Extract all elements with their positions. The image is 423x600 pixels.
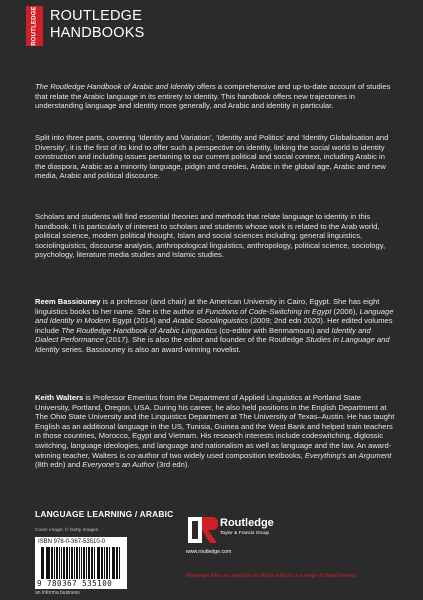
- bio-title: Language and Identity in Modern: [35, 306, 394, 326]
- bio-title: Studies in Language and Identity: [35, 335, 390, 354]
- bio-text: series. Bassiouney is also an award-winning novelist.: [59, 344, 241, 354]
- bio-text: (2017). She is also the editor and founder of the Routledge: [103, 335, 306, 345]
- barcode-bar: [52, 547, 53, 579]
- barcode-bar: [92, 547, 93, 579]
- series-header: [0, 0, 423, 64]
- bio-text: (2009; 2nd edn 2020). Her edited volumes include: [35, 316, 393, 335]
- subject-category: LANGUAGE LEARNING / ARABIC: [35, 509, 174, 519]
- bio-title: Arabic Sociolinguistics: [172, 316, 249, 326]
- bio-title: Everything’s an Argument: [304, 450, 392, 460]
- author-name: Keith Walters: [35, 393, 84, 402]
- informa-tagline: an informa business: [35, 590, 80, 596]
- isbn-label: ISBN 978-0-367-53510-0: [38, 539, 106, 545]
- bio-title: Identity and Dialect Performance: [35, 325, 371, 345]
- bio-text: (2006),: [331, 306, 360, 316]
- barcode-bar: [109, 547, 110, 579]
- isbn-barcode: [35, 537, 127, 589]
- bio-title: Functions of Code-Switching in Egypt: [205, 306, 332, 316]
- barcode-bars: [41, 547, 121, 579]
- routledge-logo: [26, 6, 43, 46]
- author-bio-walters: [35, 393, 395, 470]
- cover-credit: Cover image: © Getty Images: [35, 528, 99, 533]
- bio-title: Everyone’s an Author: [82, 460, 155, 470]
- publisher-url[interactable]: www.routledge.com: [186, 549, 232, 555]
- description-text: Scholars and students will find essential theories and methods that relate language to identity in this handbook. It is particularly of interest to scholars and students whose work is related to the Arab world, political science, modern political thought, Islam and social sciences including: general linguistics, sociolinguistics, discourse analysis, anthropological linguistics, anthropology, political science, sociology, psychology, literature media studies and Islamic studies.: [35, 212, 386, 260]
- barcode-bar: [99, 547, 100, 579]
- description-text: Split into three parts, covering ‘Identity and Variation’, ‘Identity and Politics’ and ‘Identity Globalisation and Diversity’, it is the first of its kind to offer such a perspective on identity, linking the social world to identity construction and including issues pertaining to our current political and social context, including Arabic in the diaspora, Arabic as a minority language, pidgin and creoles, Arabic in the global age, Arabic and new media, Arabic and political discourse.: [35, 133, 389, 181]
- barcode-bar: [117, 547, 118, 579]
- series-name-line1: ROUTLEDGE: [50, 8, 143, 24]
- barcode-bar: [102, 547, 103, 579]
- series-name-line2: HANDBOOKS: [50, 25, 145, 41]
- barcode-digits: 9 780367 535100: [37, 579, 113, 588]
- bio-text: Egypt (2014) and: [110, 316, 173, 326]
- logo-text: ROUTLEDGE: [31, 6, 38, 46]
- description-paragraph-3: [35, 212, 395, 260]
- barcode-bar: [43, 547, 44, 579]
- barcode-bar: [64, 547, 65, 579]
- publisher-name: Routledge: [220, 517, 274, 529]
- bio-text: (co-editor with Benmamoun) and: [217, 325, 332, 335]
- publisher-group: Taylor & Francis Group: [220, 531, 270, 536]
- barcode-bar: [69, 547, 70, 579]
- bio-text: (3rd edn).: [154, 460, 190, 470]
- description-paragraph-1: [35, 82, 395, 111]
- book-title: The Routledge Handbook of Arabic and Identity: [35, 82, 195, 91]
- barcode-bar: [74, 547, 75, 579]
- author-bio-bassiouney: [35, 297, 395, 355]
- bio-text: (8th edn) and: [35, 460, 83, 470]
- barcode-bar: [54, 547, 55, 579]
- bio-text: is a professor (and chair) at the American University in Cairo, Egypt. She has eight linguistics books to her name. She is the author of: [35, 297, 380, 316]
- bio-text: is Professor Emeritus from the Department of Applied Linguistics at Portland State University, Portland, Oregon, USA. During his career, he also held positions in the English Department at The Ohio State University and the Linguistics Department at The University of Texas–Austin. He has taught English as an additional language in the US, Tunisia, Guinea and the West Bank and helped train teachers in those countries, Morocco, Egypt and Vietnam. His research interests include codeswitching, diglossic switching, language ideologies, and language and nationalism as well as language and the law. An award-winning teacher, Walters is co-author of two widely used composition textbooks,: [35, 393, 395, 460]
- description-text: offers a comprehensive and up-to-date account of studies that relate the Arabic language in its entirety to identity. This handbook offers new trajectories in understanding language and identity more generally, and Arabic and identity in particular.: [35, 82, 391, 111]
- barcode-bar: [94, 547, 95, 579]
- barcode-bar: [48, 547, 49, 579]
- ebook-note: Routledge titles are available as eBook editions in a range of digital formats: [186, 573, 356, 579]
- bio-title: The Routledge Handbook of Arabic Linguistics: [61, 325, 218, 335]
- author-name: Reem Bassiouney: [35, 297, 101, 306]
- routledge-r-logo-icon: [186, 515, 220, 545]
- description-paragraph-2: [35, 133, 395, 181]
